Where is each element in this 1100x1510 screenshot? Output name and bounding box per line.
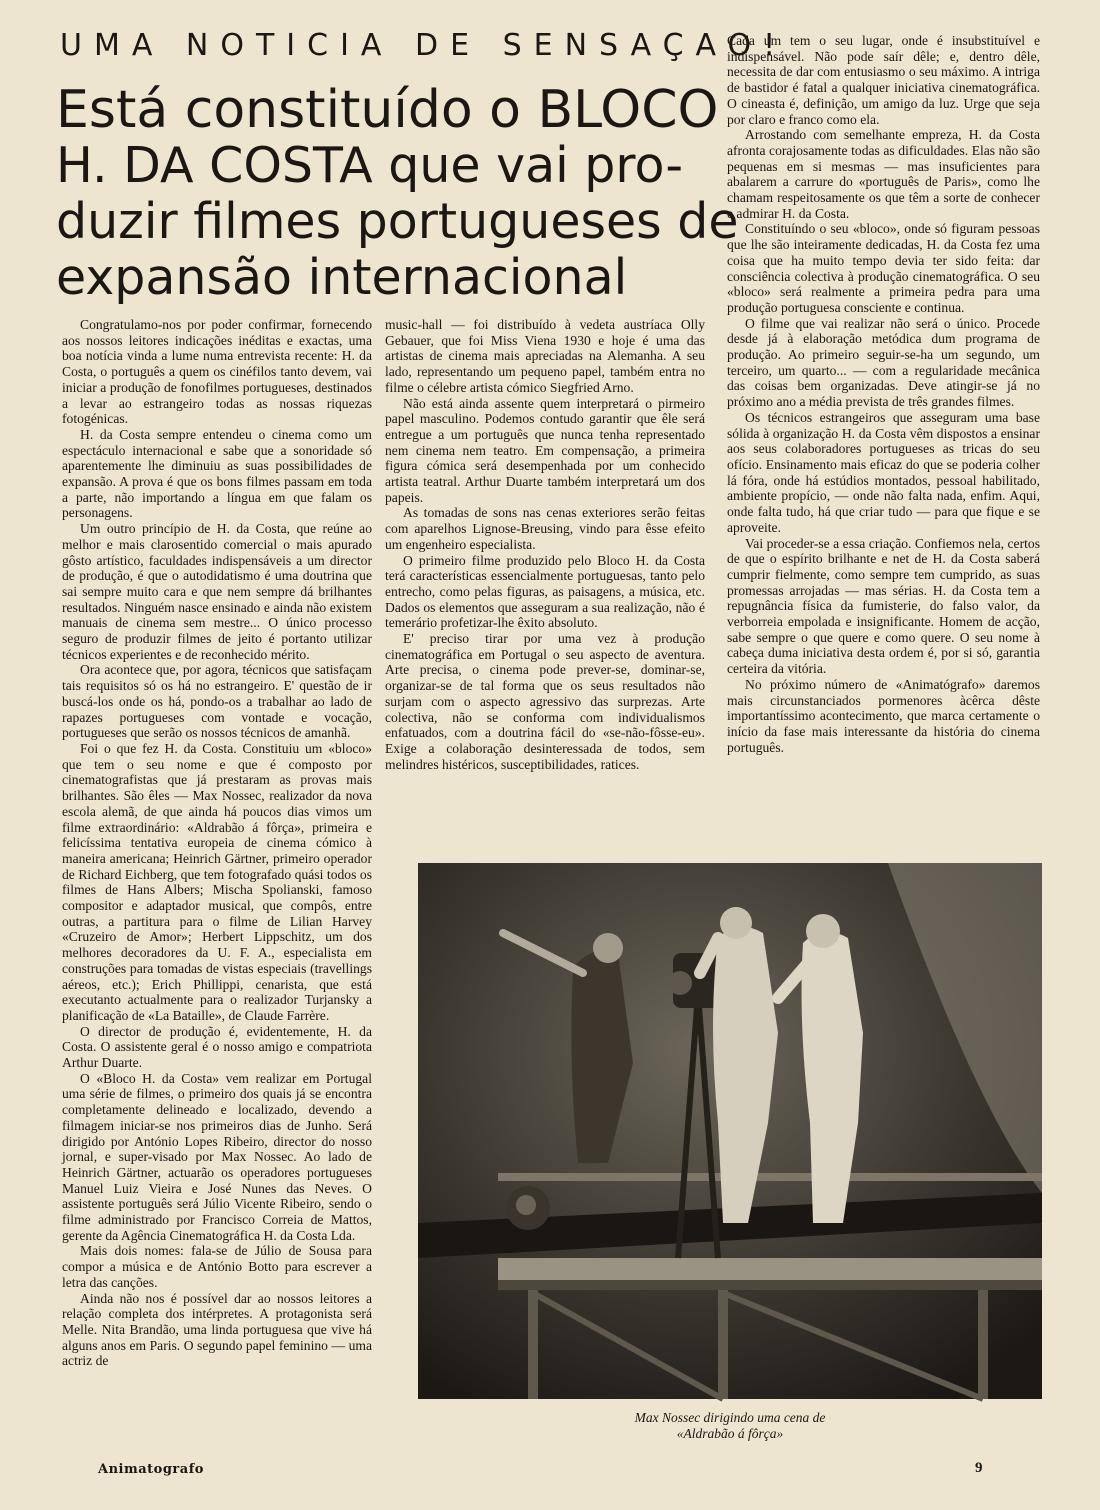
paragraph: Arrostando com semelhante empreza, H. da Costa afronta corajosamente todas as dificuldades. Elas não são pequenas em si mesmas — mas insuficientes para abalarem a carrure do «português de Paris», como lhe chamam respeitosamente os que têm a sorte de conhecer e admirar H. da Costa. [727, 127, 1040, 221]
paragraph: Cada um tem o seu lugar, onde é insubstituível e indispensável. Não pode saír dêle; e, dentro dêle, necessita de dar com entusiasmo o seu máximo. A intriga de bastidor é fatal a qualquer iniciativa cinematográfica. O cineasta é, definição, um amigo da luz. Urge que seja por claro e franco como ela. [727, 33, 1040, 127]
article-column-2 [385, 317, 705, 772]
paragraph: Mais dois nomes: fala-se de Júlio de Sousa para compor a música e de António Botto para escrever a letra das canções. [62, 1243, 372, 1290]
headline-line-3: duzir filmes portugueses de [56, 193, 739, 250]
photo-caption [560, 1410, 900, 1442]
paragraph: Não está ainda assente quem interpretará o pirmeiro papel masculino. Podemos contudo garantir que êle será entregue a um português que nunca tenha representado nem cinema nem teatro. Em compensação, a primeira figura cómica será desempenhada por um conhecido artista teatral. Arthur Duarte também interpretará um dos papeis. [385, 395, 705, 505]
paragraph: Vai proceder-se a essa criação. Confiemos nela, certos de que o espírito brilhante e net de H. da Costa saberá cumprir fielmente, como sempre tem cumprido, as suas promessas arrojadas — mas sérias. H. da Costa tem a repugnância física da fumisterie, do falso valor, da verborreia empolada e insignificante. Homem de acção, sabe sempre o que quere e como quere. O seu nome à cabeça duma iniciativa desta ordem é, por si só, garantia certeira da vitória. [727, 535, 1040, 677]
paragraph: O director de produção é, evidentemente, H. da Costa. O assistente geral é o nosso amigo e compatriota Arthur Duarte. [62, 1023, 372, 1071]
headline-line-1: Está constituído o BLOCO [56, 80, 719, 140]
caption-line-2: «Aldrabão á fôrça» [676, 1426, 784, 1441]
headline [56, 80, 739, 306]
paragraph: O filme que vai realizar não será o único. Procede desde já à elaboração metódica dum programa de produção. Ao primeiro seguir-se-ha um segundo, um terceiro, um quarto... — com a regularidade mecânica das coisas bem organizadas. Deve atingir-se já no próximo ano a média prevista de três grandes filmes. [727, 315, 1040, 410]
paragraph: Foi o que fez H. da Costa. Constituiu um «bloco» que tem o seu nome e que é composto por cinematografistas que já prestaram as provas mais brilhantes. São êles — Max Nossec, realizador da nova escola alemã, de que ainda há poucos dias vimos um filme extraordinário: «Aldrabão á fôrça», primeira e felicíssima tentativa europeia de cinema cómico à maneira americana; Heinrich Gärtner, primeiro operador de Richard Eichberg, que tem fotografado quási todos os filmes de Hans Albers; Mischa Spolianski, famoso compositor e adaptador musical, que compôs, entre outras, a partitura para o filme de Lilian Harvey «Cruzeiro de Amor»; Herbert Lippschitz, um dos melhores decoradores da U. F. A., especialista em construções para tomadas de vistas especiais (travellings aéreos, etc.); Erich Phillippi, cenarista, que está executanto actualmente para o realizador Turjansky a planificação de «La Bataille», de Claude Farrère. [62, 740, 372, 1023]
paragraph: O primeiro filme produzido pelo Bloco H. da Costa terá características essencialmente portuguesas, tanto pelo entrecho, como pelas figuras, as paisagens, a música, etc. Dados os elementos que asseguram a sua realização, não é temerário profetizar-lhe êxito absoluto. [385, 552, 705, 631]
paragraph: O «Bloco H. da Costa» vem realizar em Portugal uma série de filmes, o primeiro dos quais já se encontra completamente delineado e localizado, devendo a filmagem iniciar-se nos primeiros dias de Junho. Será dirigido por António Lopes Ribeiro, director do nosso jornal, e super-visado por Max Nossec. Ao lado de Heinrich Gärtner, actuarão os operadores portugueses Manuel Luiz Vieira e José Nunes das Neves. O assistente português será Júlio Vicente Ribeiro, sendo o filme administrado por Francisco Correia de Mattos, gerente da Agência Cinematográfica H. da Costa Lda. [62, 1070, 372, 1243]
paragraph: Ainda não nos é possível dar ao nossos leitores a relação completa dos intérpretes. A protagonista será Melle. Nita Brandão, uma linda portuguesa que vive há alguns anos em Paris. O segundo papel feminino — uma actriz de [62, 1290, 372, 1369]
paragraph: H. da Costa sempre entendeu o cinema como um espectáculo internacional e sabe que a sonoridade só aparentemente lhe diminuiu as suas possibilidades de expansão. A prova é que os bons filmes passam em toda a parte, não importando a língua em que falam os personagens. [62, 426, 372, 521]
page-number: 9 [975, 1460, 983, 1476]
paragraph: Um outro princípio de H. da Costa, que reúne ao melhor e mais clarosentido comercial o mais apurado gôsto artístico, faculdades indispensáveis a um director de produção, é que o autodidatismo é uma doutrina que sai sempre muito cara e que nem sempre dá brilhantes resultados. Ninguém nasce ensinado e ainda não existem manuais de cinema sem mestre... O único processo seguro de produzir filmes de jeito é portanto utilizar técnicos experientes e de reconhecido mérito. [62, 521, 372, 662]
paragraph: Constituíndo o seu «bloco», onde só figuram pessoas que lhe são inteiramente dedicadas, H. da Costa fez uma coisa que ha muito tempo devia ter sido feita: dar consciência colectiva à produção cinematográfica. O seu «bloco» será realmente a primeira pedra para uma produção portuguesa consciente e continua. [727, 221, 1040, 315]
caption-line-1: Max Nossec dirigindo uma cena de [634, 1410, 826, 1425]
paragraph: Ora acontece que, por agora, técnicos que satisfaçam tais requisitos só os há no estrangeiro. E' questão de ir buscá-los onde os há, pondo-os a trabalhar ao lado de rapazes portugueses com vontade e vocação, portugueses que serão os nossos técnicos de amanhã. [62, 662, 372, 741]
film-set-photo [418, 863, 1042, 1399]
paragraph: No próximo número de «Animatógrafo» daremos mais circunstanciados pormenores àcêrca dêste importantíssimo acontecimento, que marca certamente o início da fase mais interessante da história do cinema português. [727, 676, 1040, 755]
headline-line-2: H. DA COSTA que vai pro- [56, 137, 684, 194]
paragraph: music-hall — foi distribuído à vedeta austríaca Olly Gebauer, que foi Miss Viena 1930 e hoje é uma das artistas de cinema mais apreciadas na Alemanha. A seu lado, representando um pequeno papel, também entra no filme o célebre artista cómico Siegfried Arno. [385, 317, 705, 395]
publication-name: Animatografo [98, 1462, 204, 1477]
article-column-1 [62, 317, 372, 1369]
headline-line-4: expansão internacional [56, 249, 628, 306]
paragraph: E' preciso tirar por uma vez à produção cinematográfica em Portugal o seu aspecto de aventura. Arte precisa, o cinema pode prever-se, dominar-se, organizar-se de tal forma que os seus resultados não surjam com o aspecto agressivo das surprezas. Arte colectiva, não se conforma com individualismos enfatuados, com a doutrina fácil do «se-não-fôsse-eu». Exige a colaboração desinteressada de todos, sem melindres histéricos, susceptibilidades, ratices. [385, 631, 705, 772]
paragraph: Os técnicos estrangeiros que asseguram uma base sólida à organização H. da Costa vêm dispostos a ensinar aos seus colaboradores portugueses as tricas do seu ofício. Ensinamento mais eficaz do que se poderia colher lá fóra, onde há estúdios montados, pessoal habilitado, ambiente propício, — onde não falta nada, enfim. Aqui, onde falta tudo, há que criar tudo — para que fique e se aproveite. [727, 409, 1040, 535]
paragraph: As tomadas de sons nas cenas exteriores serão feitas com aparelhos Lignose-Breusing, vindo para êsse efeito um engenheiro especialista. [385, 505, 705, 552]
paragraph: Congratulamo-nos por poder confirmar, fornecendo aos nossos leitores indicações inéditas e exactas, uma boa notícia vinda a lume numa entrevista recente: H. da Costa, o português a quem os cinéfilos tanto devem, vai iniciar a produção de fonofilmes portugueses, destinados a levar ao estrangeiro todas as nossas riquezas fotogénicas. [62, 317, 372, 427]
kicker: UMA NOTICIA DE SENSAÇAO! [60, 28, 788, 63]
article-column-3 [727, 33, 1040, 755]
